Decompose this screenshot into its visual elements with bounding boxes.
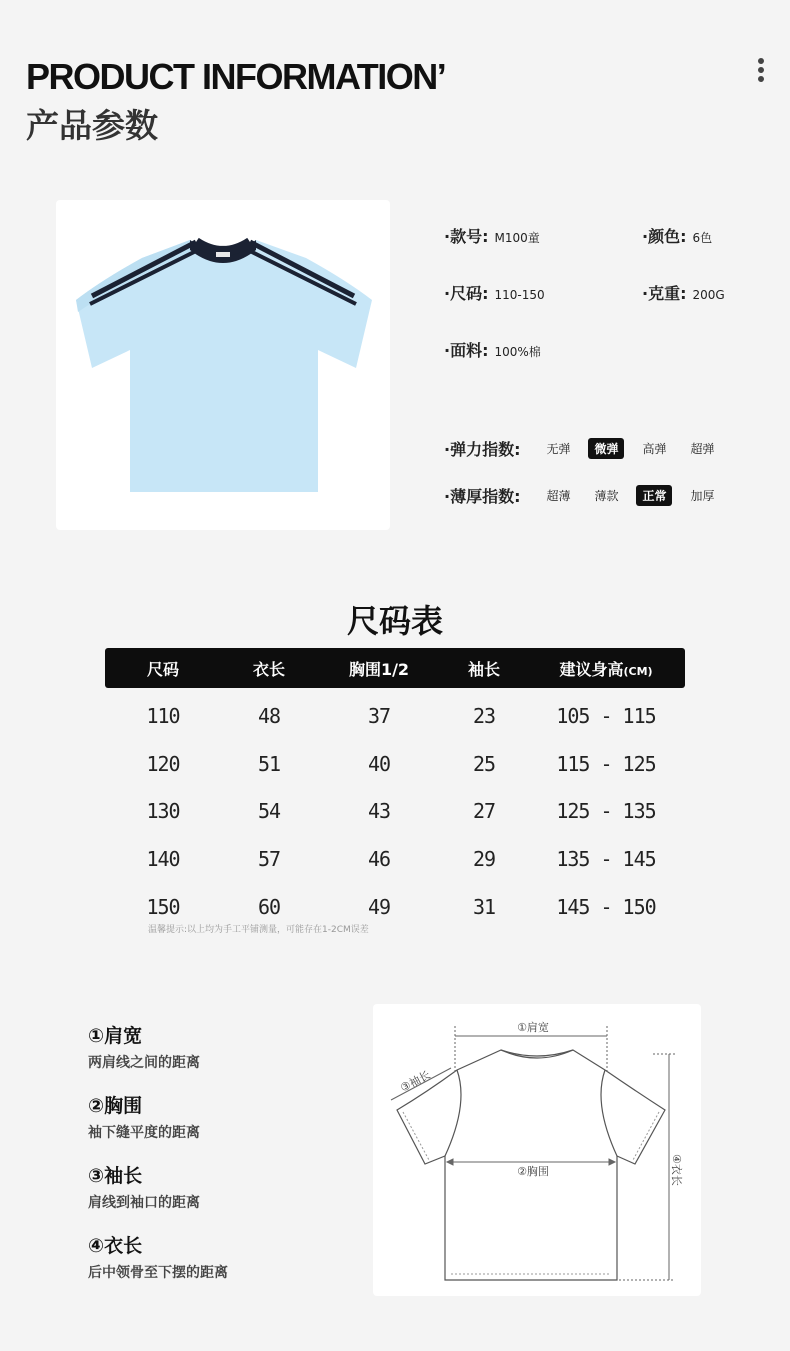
spec-fabric (444, 338, 541, 361)
cell-length: 54 (257, 799, 281, 823)
size-table-header (105, 648, 685, 688)
elasticity-option: 超弹 (690, 442, 715, 456)
header-sleeve: 袖长 (467, 659, 500, 679)
cell-sleeve: 23 (472, 704, 496, 728)
thickness-option: 薄款 (594, 489, 619, 503)
cell-size: 120 (146, 752, 180, 776)
thickness-label: ·薄厚指数: (444, 487, 521, 506)
header-length: 衣长 (252, 659, 285, 679)
cell-length: 60 (257, 895, 281, 919)
cell-chest: 37 (367, 704, 391, 728)
cell-height: 105 - 115 (556, 704, 656, 728)
diagram-label-length: ④衣长 (670, 1154, 683, 1186)
cell-sleeve: 29 (472, 847, 496, 871)
spec-fabric-value: 100%棉 (494, 345, 541, 359)
diagram-label-chest: ②胸围 (517, 1165, 549, 1178)
spec-size (444, 281, 545, 304)
measure-chest-desc: 袖下缝平度的距离 (88, 1125, 200, 1141)
thickness-option-selected: 正常 (636, 485, 672, 506)
measure-sleeve-title: ③袖长 (88, 1165, 143, 1187)
spec-weight-value: 200G (692, 288, 725, 302)
cell-length: 57 (257, 847, 281, 871)
spec-size-label: ·尺码: (444, 284, 489, 303)
spec-weight (642, 281, 725, 304)
cell-height: 115 - 125 (556, 752, 656, 776)
spec-style-value: M100童 (494, 231, 540, 245)
table-row (105, 787, 685, 835)
cell-chest: 40 (367, 752, 391, 776)
spec-style-label: ·款号: (444, 227, 489, 246)
cell-chest: 46 (367, 847, 391, 871)
elasticity-index (444, 437, 726, 460)
spec-color (642, 224, 712, 247)
table-row (105, 740, 685, 788)
tshirt-illustration (56, 200, 390, 530)
page-title-en: PRODUCT INFORMATION’ (26, 56, 446, 97)
table-row (105, 692, 685, 740)
measure-sleeve (88, 1161, 200, 1212)
cell-sleeve: 25 (472, 752, 496, 776)
thickness-option: 加厚 (690, 489, 715, 503)
cell-sleeve: 31 (472, 895, 496, 919)
cell-length: 48 (257, 704, 281, 728)
cell-size: 150 (146, 895, 180, 919)
cell-size: 130 (146, 799, 180, 823)
spec-color-label: ·颜色: (642, 227, 687, 246)
measure-shoulder-title: ①肩宽 (88, 1025, 143, 1047)
table-row (105, 835, 685, 883)
measure-shoulder (88, 1021, 200, 1072)
measure-chest-title: ②胸围 (88, 1095, 143, 1117)
measure-length-desc: 后中领骨至下摆的距离 (88, 1265, 228, 1281)
spec-fabric-label: ·面料: (444, 341, 489, 360)
measure-shoulder-desc: 两肩线之间的距离 (88, 1055, 200, 1071)
measure-sleeve-desc: 肩线到袖口的距离 (88, 1195, 200, 1211)
page-title-cn: 产品参数 (26, 106, 158, 145)
cell-height: 145 - 150 (556, 895, 656, 919)
cell-height: 125 - 135 (556, 799, 656, 823)
header-height (527, 657, 685, 680)
spec-weight-label: ·克重: (642, 284, 687, 303)
elasticity-option: 高弹 (642, 442, 667, 456)
header-chest: 胸围1/2 (348, 659, 410, 679)
cell-chest: 43 (367, 799, 391, 823)
cell-size: 140 (146, 847, 180, 871)
elasticity-label: ·弹力指数: (444, 440, 521, 459)
spec-style (444, 224, 540, 247)
thickness-option: 超薄 (546, 489, 571, 503)
elasticity-option: 无弹 (546, 442, 571, 456)
cell-chest: 49 (367, 895, 391, 919)
measure-length-title: ④衣长 (88, 1235, 143, 1257)
product-image (56, 200, 390, 530)
cell-height: 135 - 145 (556, 847, 656, 871)
diagram-label-shoulder: ①肩宽 (517, 1021, 549, 1034)
elasticity-option-selected: 微弹 (588, 438, 624, 459)
more-options-icon[interactable] (758, 58, 764, 85)
size-chart-title: 尺码表 (346, 602, 443, 640)
thickness-index (444, 484, 726, 507)
cell-length: 51 (257, 752, 281, 776)
measure-chest (88, 1091, 200, 1142)
cell-sleeve: 27 (472, 799, 496, 823)
header-size: 尺码 (146, 659, 179, 679)
spec-size-value: 110-150 (494, 288, 545, 302)
header-height-label: 建议身高 (559, 659, 624, 679)
cell-size: 110 (146, 704, 180, 728)
measurement-note: 温馨提示:以上均为手工平铺测量，可能存在1-2CM误差 (148, 925, 369, 935)
tshirt-outline-diagram (373, 1004, 701, 1296)
measurement-diagram (373, 1004, 701, 1296)
spec-color-value: 6色 (692, 231, 713, 245)
measure-length (88, 1231, 228, 1282)
diagram-label-sleeve: ③袖长 (398, 1068, 433, 1095)
header-height-unit: (CM) (623, 664, 653, 678)
